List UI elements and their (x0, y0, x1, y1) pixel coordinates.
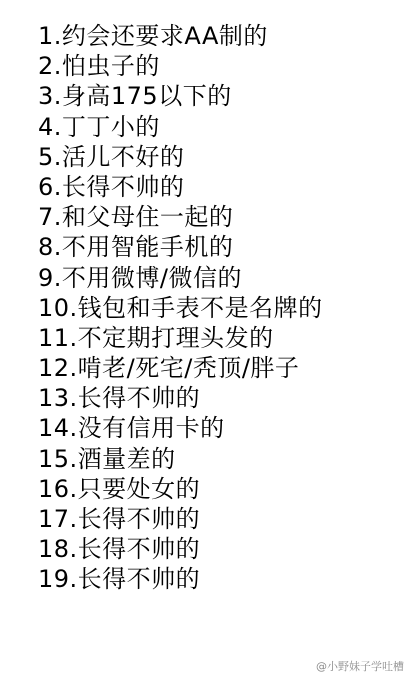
list-item: 2.怕虫子的 (38, 52, 160, 81)
numbered-list (38, 21, 403, 595)
list-item: 3.身高175以下的 (38, 82, 232, 111)
list-item: 18.长得不帅的 (38, 535, 201, 564)
list-item: 10.钱包和手表不是名牌的 (38, 293, 323, 322)
list-item: 19.长得不帅的 (38, 565, 201, 594)
list-item: 13.长得不帅的 (38, 384, 201, 413)
list-item: 7.和父母住一起的 (38, 203, 234, 232)
list-item: 14.没有信用卡的 (38, 414, 225, 443)
list-item: 12.啃老/死宅/秃顶/胖子 (38, 354, 300, 383)
list-item: 8.不用智能手机的 (38, 233, 234, 262)
list-item: 1.约会还要求AA制的 (38, 22, 268, 50)
list-item: 16.只要处女的 (38, 474, 201, 503)
list-item: 15.酒量差的 (38, 444, 176, 473)
list-item: 9.不用微博/微信的 (38, 263, 242, 292)
list-item: 5.活儿不好的 (38, 142, 185, 171)
list-item: 4.丁丁小的 (38, 112, 160, 141)
watermark: @小野妹子学吐槽 (316, 660, 404, 673)
list-item: 6.长得不帅的 (38, 172, 185, 201)
list-item: 17.长得不帅的 (38, 505, 201, 533)
list-item: 11.不定期打理头发的 (38, 323, 274, 352)
